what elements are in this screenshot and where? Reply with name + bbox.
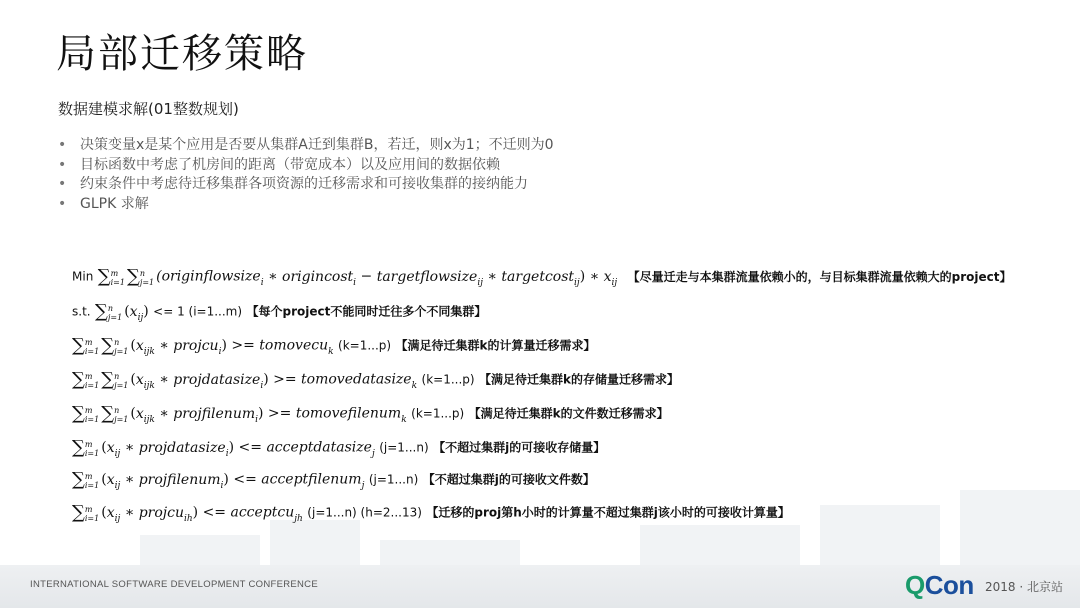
constraint-storage: ∑m i=1 ∑n j=1 ($x_{ijk}$ ∗ projdatasize$_i$) >= tomovedatasize$_k$ (k=1...p) 【满足待迁集群k的存储量迁移需求】 — [72, 369, 680, 391]
edition-label: 2018 · 北京站 — [985, 580, 1063, 594]
bullet-dot-icon: • — [58, 156, 67, 173]
constraint-compute: ∑m i=1 ∑n j=1 ($x_{ijk}$ ∗ projcu$_i$) >= tomovecu$_k$ (k=1...p) 【满足待迁集群k的计算量迁移需求】 — [72, 335, 596, 357]
bullet-dot-icon: • — [58, 195, 67, 212]
constraint-accept-datasize: ∑m i=1 ($x_{ij}$ ∗ projdatasize$_i$) <= acceptdatasize$_j$ (j=1...n) 【不超过集群j的可接收存储量】 — [72, 437, 606, 459]
bullet-dot-icon: • — [58, 176, 67, 192]
bullet-item: • GLPK 求解 — [58, 195, 554, 215]
conference-name: INTERNATIONAL SOFTWARE DEVELOPMENT CONFERENCE — [30, 579, 318, 590]
bullet-item: • 目标函数中考虑了机房间的距离（带宽成本）以及应用间的数据依赖 — [58, 156, 554, 176]
qcon-logo: QCon — [905, 570, 974, 600]
constraint-single-target: s.t. ∑n j=1 $(x_{ij}) <= 1$ (i=1...m) 【每个project不能同时迁往多个不同集群】 — [72, 301, 487, 323]
constraint-accept-filenum: ∑m i=1 ($x_{ij}$ ∗ projfilenum$_i$) <= acceptfilenum$_j$ (j=1...n) 【不超过集群j的可接收文件数】 — [72, 469, 595, 491]
constraint-filenum: ∑m i=1 ∑n j=1 ($x_{ijk}$ ∗ projfilenum$_i$) >= tomovefilenum$_k$ (k=1...p) 【满足待迁集群k的文件数迁移需求】 — [72, 403, 669, 425]
objective-function: Min ∑m i=1 ∑n j=1 (originflowsize$_i$ ∗ origincost$_i$ − targetflowsize$_{ij}$ ∗ targetcost$_{ij}$) ∗ $x_{ij}$ 【尽量迁走与本集群流量依赖小的，与目标集群流量依赖大的project】 — [72, 266, 1012, 288]
bullet-list — [58, 136, 554, 214]
slide-title: 局部迁移策略 — [56, 31, 308, 77]
slide-subtitle: 数据建模求解(01整数规划) — [58, 100, 239, 118]
bullet-dot-icon: • — [58, 137, 67, 153]
constraint-accept-cu: ∑m i=1 ($x_{ij}$ ∗ projcu$_{ih}$) <= acceptcu$_{jh}$ (j=1...n) (h=2...13) 【迁移的proj第h小时的计算量不超过集群j该小时的可接收计算量】 — [72, 502, 790, 524]
bullet-item: • 约束条件中考虑待迁移集群各项资源的迁移需求和可接收集群的接纳能力 — [58, 175, 554, 195]
bullet-item: • 决策变量x是某个应用是否要从集群A迁到集群B，若迁，则x为1；不迁则为0 — [58, 136, 554, 156]
